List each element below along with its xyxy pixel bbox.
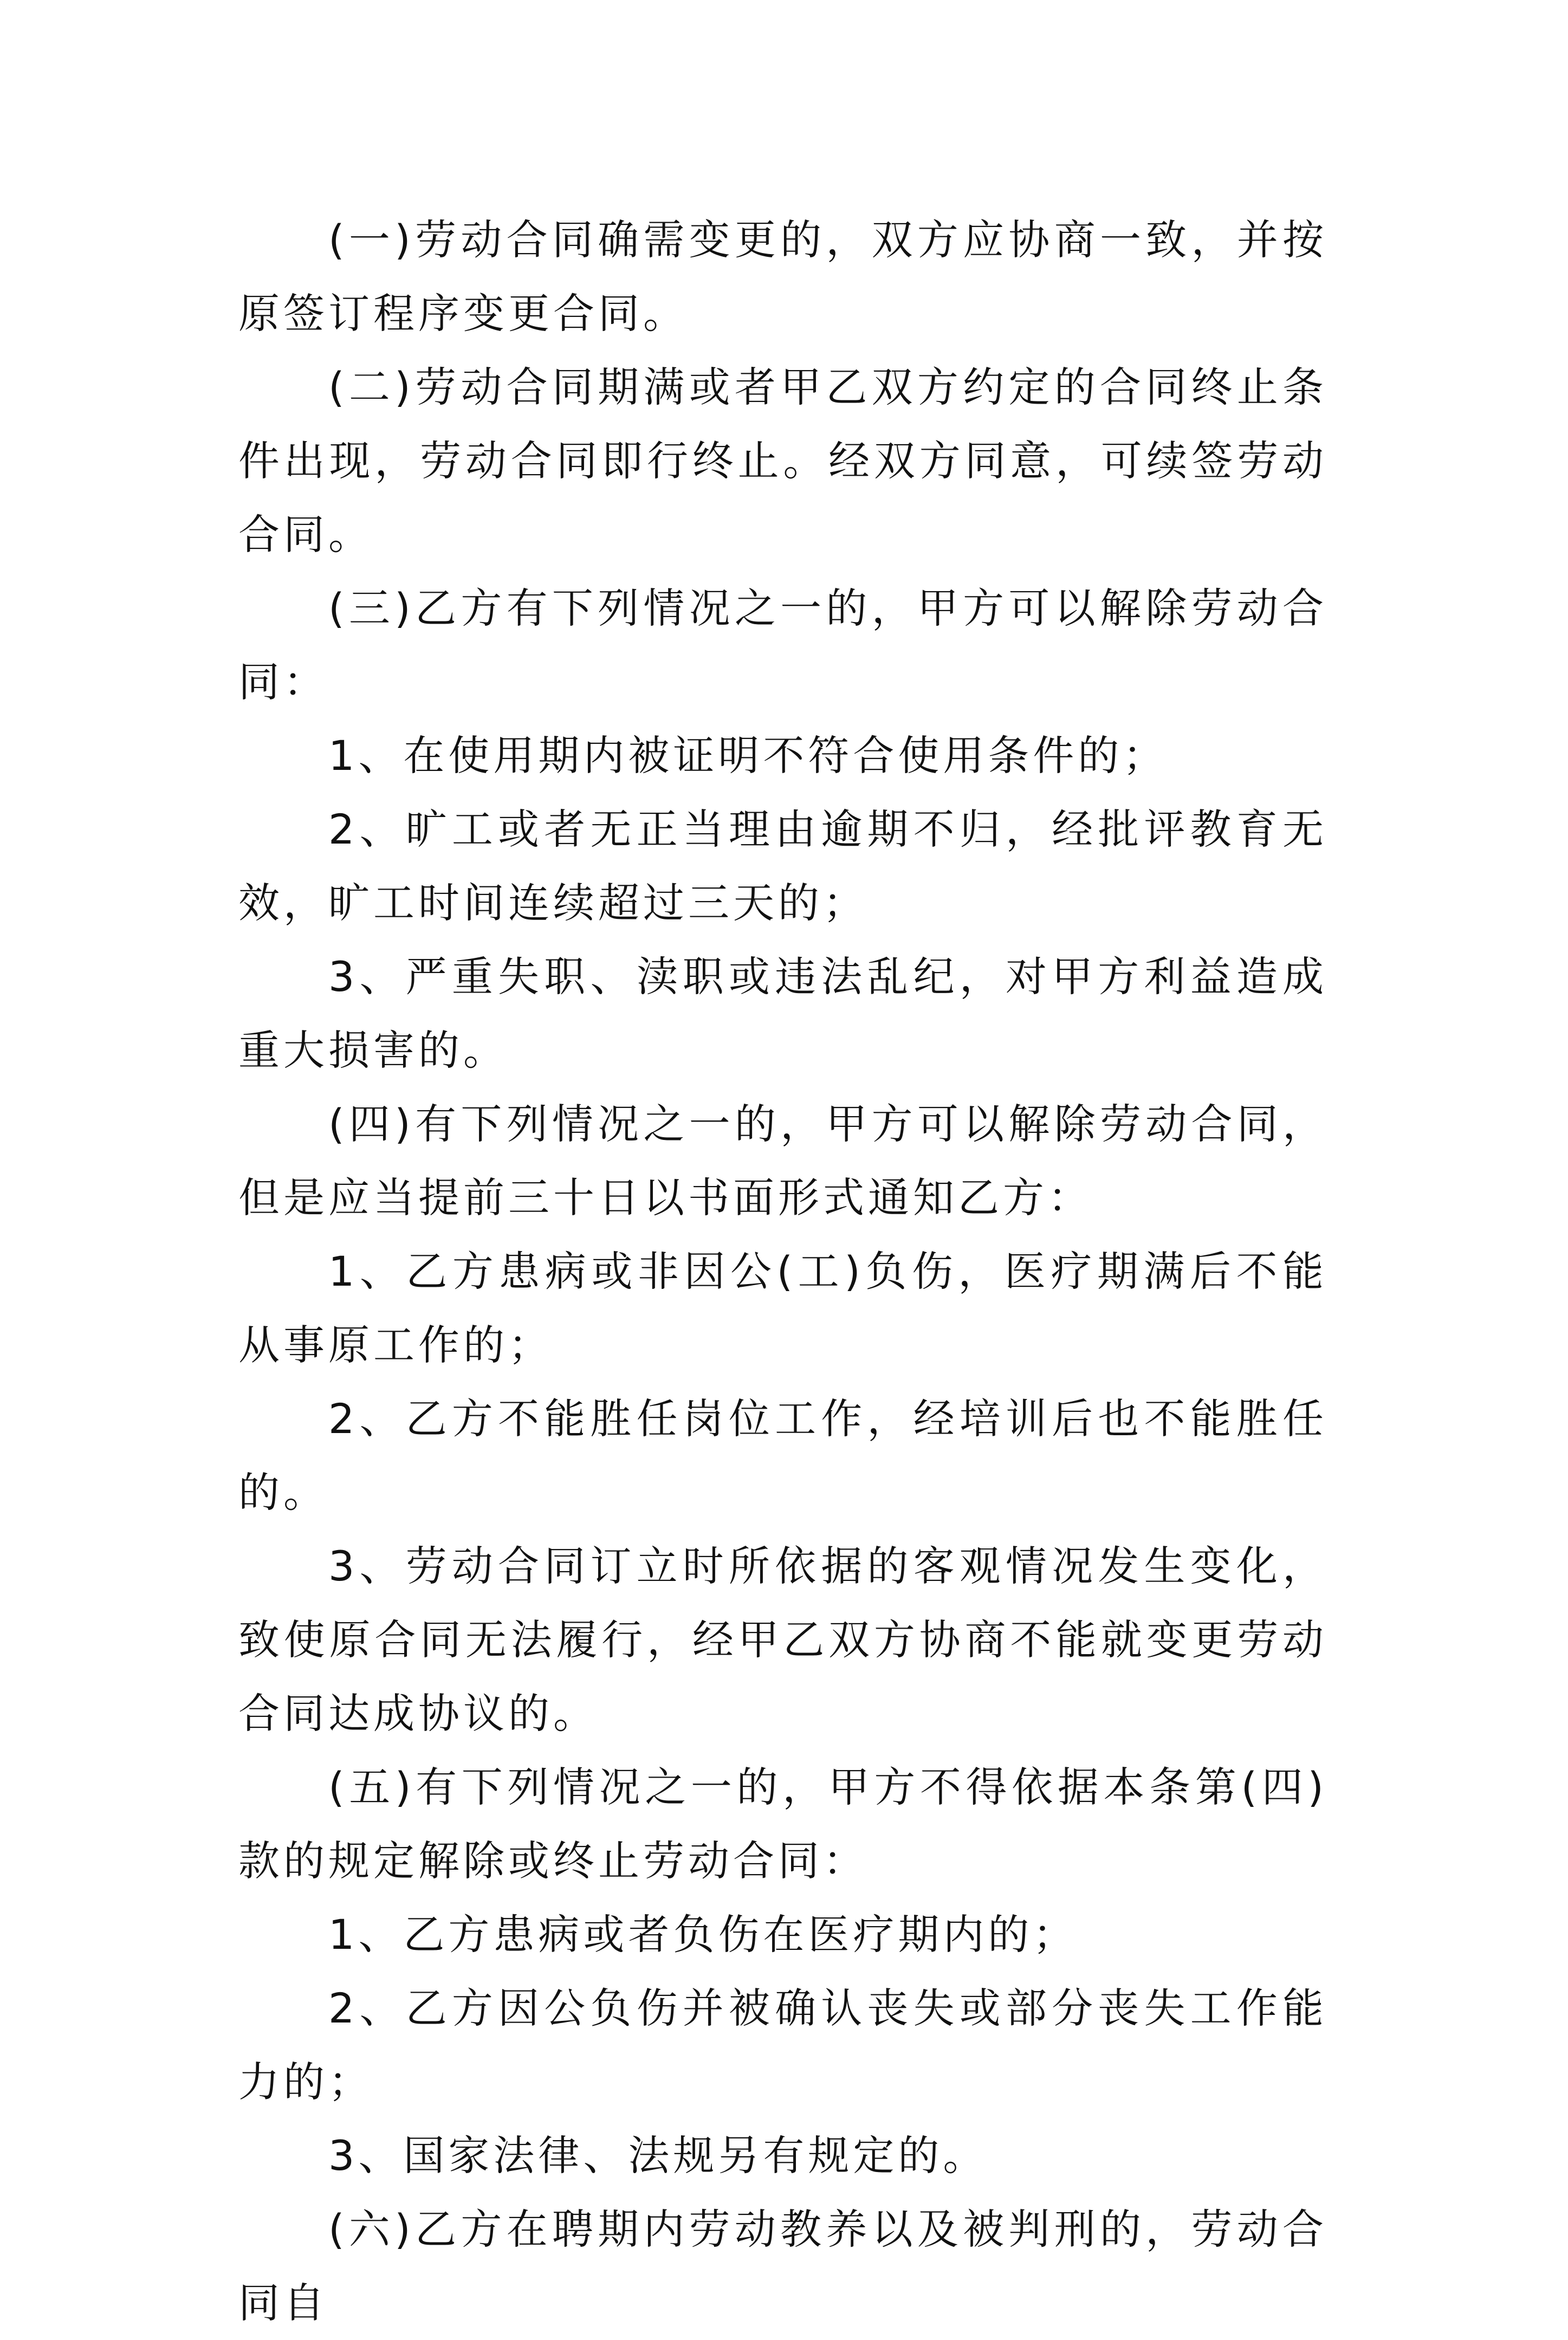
paragraph-12: 1、乙方患病或者负伤在医疗期内的； <box>328 1910 1078 1959</box>
paragraph-8: 1、乙方患病或非因公(工)负伤，医疗期满后不能从事原工作的； <box>238 1247 1327 1369</box>
paragraph-1: (一)劳动合同确需变更的，双方应协商一致，并按原签订程序变更合同。 <box>238 216 1327 338</box>
paragraph-3: (三)乙方有下列情况之一的，甲方可以解除劳动合同： <box>238 584 1327 706</box>
paragraph-5: 2、旷工或者无正当理由逾期不归，经批评教育无效，旷工时间连续超过三天的； <box>238 805 1327 927</box>
paragraph-10: 3、劳动合同订立时所依据的客观情况发生变化，致使原合同无法履行，经甲乙双方协商不能就变更劳动合同达成协议的。 <box>238 1542 1327 1738</box>
paragraph-2: (二)劳动合同期满或者甲乙双方约定的合同终止条件出现，劳动合同即行终止。经双方同意，可续签劳动合同。 <box>238 363 1327 559</box>
paragraph-9: 2、乙方不能胜任岗位工作，经培训后也不能胜任的。 <box>238 1395 1327 1516</box>
paragraph-15: (六)乙方在聘期内劳动教养以及被判刑的，劳动合同自 <box>238 2205 1327 2327</box>
document-body <box>238 203 1327 2340</box>
paragraph-13: 2、乙方因公负伤并被确认丧失或部分丧失工作能力的； <box>238 1984 1327 2106</box>
paragraph-14: 3、国家法律、法规另有规定的。 <box>328 2131 988 2180</box>
paragraph-6: 3、严重失职、渎职或违法乱纪，对甲方利益造成重大损害的。 <box>238 952 1327 1074</box>
paragraph-4: 1、在使用期内被证明不符合使用条件的； <box>328 731 1168 780</box>
paragraph-7: (四)有下列情况之一的，甲方可以解除劳动合同，但是应当提前三十日以书面形式通知乙方： <box>238 1100 1327 1222</box>
paragraph-11: (五)有下列情况之一的，甲方不得依据本条第(四)款的规定解除或终止劳动合同： <box>238 1763 1327 1885</box>
